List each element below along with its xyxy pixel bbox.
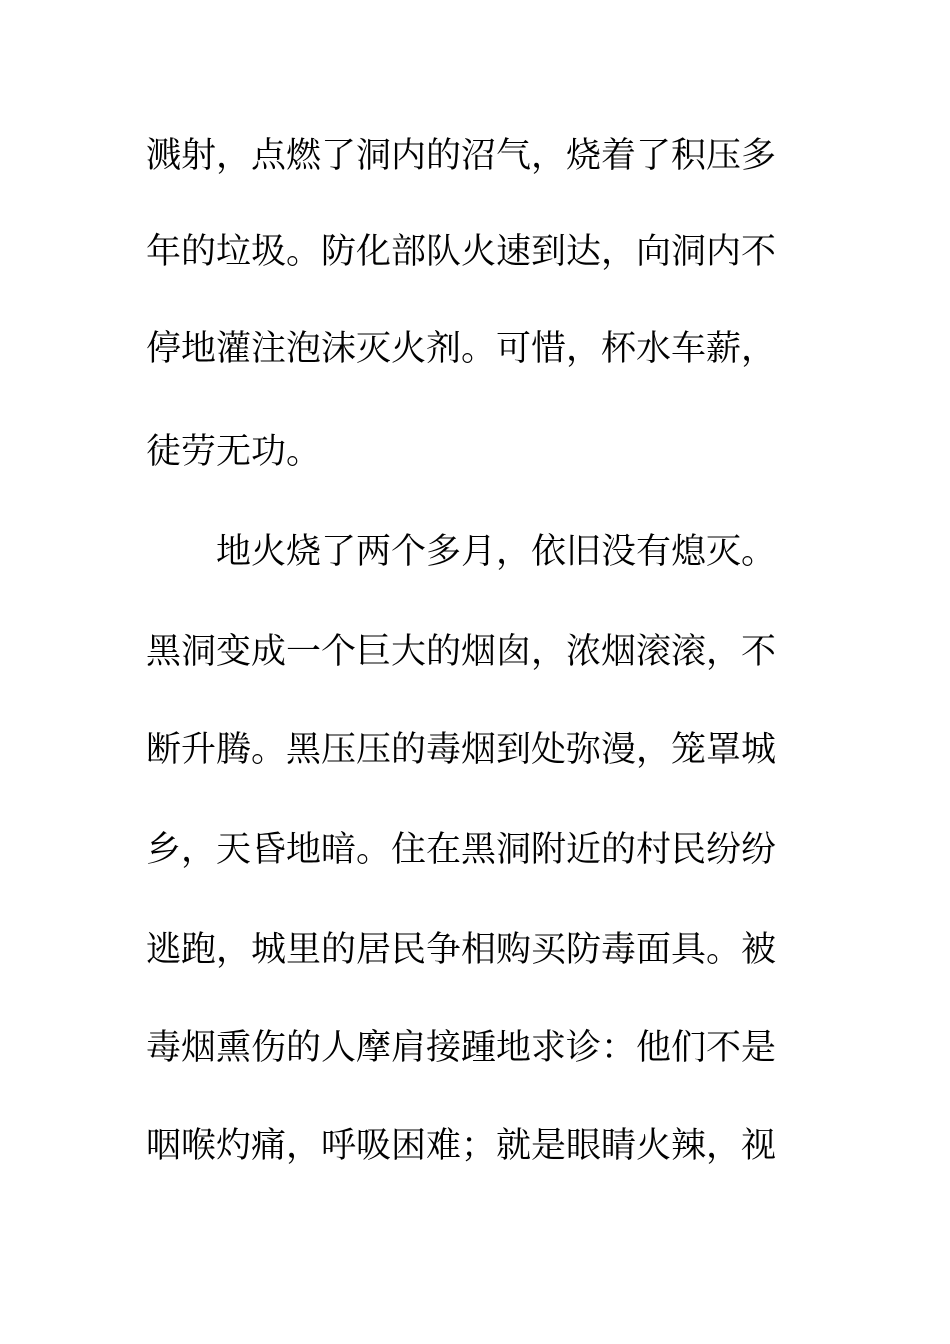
text-line-4: 徒劳无功。 — [146, 432, 322, 472]
text-line-10: 毒烟熏伤的人摩肩接踵地求诊：他们不是 — [146, 1028, 777, 1068]
text-line-11: 咽喉灼痛，呼吸困难；就是眼睛火辣，视 — [146, 1126, 777, 1166]
paragraph-start-line: 地火烧了两个多月，依旧没有熄灭。 — [216, 532, 777, 572]
text-line-2: 年的垃圾。防化部队火速到达，向洞内不 — [146, 232, 777, 272]
text-line-9: 逃跑，城里的居民争相购买防毒面具。被 — [146, 930, 777, 970]
text-line-1: 溅射，点燃了洞内的沼气，烧着了积压多 — [146, 136, 777, 176]
text-line-6: 黑洞变成一个巨大的烟囱，浓烟滚滚，不 — [146, 632, 777, 672]
text-line-8: 乡，天昏地暗。住在黑洞附近的村民纷纷 — [146, 830, 777, 870]
text-line-7: 断升腾。黑压压的毒烟到处弥漫，笼罩城 — [146, 730, 777, 770]
text-line-3: 停地灌注泡沫灭火剂。可惜，杯水车薪， — [146, 329, 777, 369]
